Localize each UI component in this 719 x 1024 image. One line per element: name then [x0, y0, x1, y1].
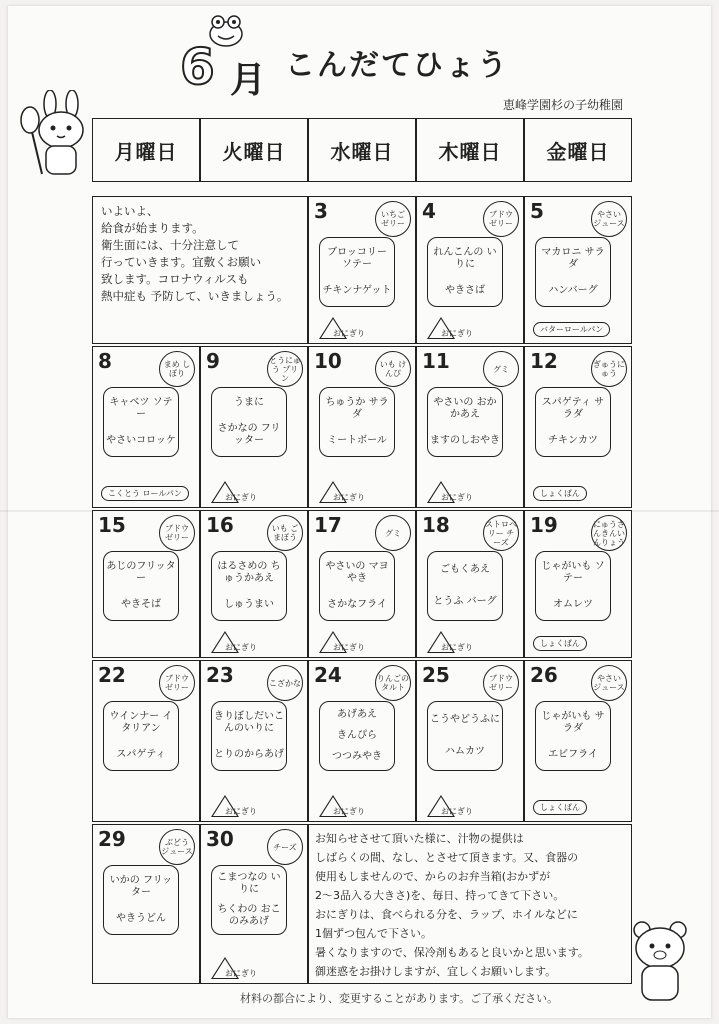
day-number: 5: [530, 199, 544, 223]
bread-label: こくとう ロールパン: [101, 486, 189, 501]
menu-item: ますのしおやき: [430, 435, 500, 446]
snack-badge: いも けんぴ: [375, 351, 411, 387]
menu-box: [319, 387, 395, 457]
bear-icon: [620, 900, 700, 1010]
weekday-header: 木曜日: [416, 118, 524, 182]
menu-item: うまに: [234, 397, 264, 408]
menu-item: ちゅうか サラダ: [325, 397, 389, 420]
menu-box: [535, 551, 611, 621]
menu-box: [211, 387, 287, 457]
menu-box: [427, 387, 503, 457]
day-number: 26: [530, 663, 558, 687]
staple-label: おにぎり: [225, 807, 257, 816]
day-number: 30: [206, 827, 234, 851]
menu-item: あげあえ: [337, 708, 377, 720]
menu-item: じゃがいも サラダ: [541, 711, 605, 734]
snack-badge: やさい ジュース: [591, 201, 627, 237]
menu-box: [427, 701, 503, 771]
month-number: 6: [180, 38, 215, 96]
staple-label: おにぎり: [441, 329, 473, 338]
notice-cell: [308, 824, 632, 984]
menu-item: とりのからあげ: [214, 749, 284, 760]
staple-label: おにぎり: [333, 493, 365, 502]
menu-box: [103, 701, 179, 771]
menu-box: [319, 701, 395, 771]
menu-box: [535, 387, 611, 457]
day-cell: [524, 510, 632, 658]
bunny-icon: [20, 90, 100, 180]
snack-badge: チーズ: [267, 829, 303, 865]
menu-item: いかの フリッター: [109, 875, 173, 898]
menu-item: ウインナー イタリアン: [109, 711, 173, 734]
menu-box: [211, 701, 287, 771]
day-cell: [416, 510, 524, 658]
menu-item: やきさば: [445, 285, 485, 296]
bread-label: バターロールパン: [533, 322, 610, 337]
snack-badge: とうにゅう プリン: [267, 351, 303, 387]
snack-badge: いちご ゼリー: [375, 201, 411, 237]
menu-box: [103, 551, 179, 621]
snack-badge: こざかな: [267, 665, 303, 701]
snack-badge: グミ: [483, 351, 519, 387]
menu-box: [319, 551, 395, 621]
snack-badge: やさい ジュース: [591, 665, 627, 701]
bread-label: しょくぱん: [533, 486, 587, 501]
menu-item: つつみやき: [332, 751, 382, 763]
menu-box: [535, 701, 611, 771]
snack-badge: いも ごまぼう: [267, 515, 303, 551]
menu-item: やさいの マヨやき: [325, 561, 389, 584]
weekday-header: 月曜日: [92, 118, 200, 182]
menu-item: はるさめの ちゅうかあえ: [217, 561, 281, 584]
day-cell: [92, 510, 200, 658]
day-cell: [92, 346, 200, 508]
menu-item: やさいコロッケ: [106, 435, 176, 446]
menu-item: さかなフライ: [327, 599, 387, 610]
weekday-header: 水曜日: [308, 118, 416, 182]
menu-item: スパゲティ サラダ: [541, 397, 605, 420]
day-number: 18: [422, 513, 450, 537]
day-cell: [308, 346, 416, 508]
day-number: 15: [98, 513, 126, 537]
school-name: 恵峰学園杉の子幼稚園: [503, 98, 624, 112]
menu-item: ハムカツ: [445, 746, 485, 757]
menu-item: やさいの おかかあえ: [433, 397, 497, 420]
snack-badge: ぶどう ジュース: [159, 829, 195, 865]
day-number: 11: [422, 349, 450, 373]
menu-item: マカロニ サラダ: [541, 247, 605, 270]
day-cell: [200, 824, 308, 984]
page-title: こんだてひょう: [285, 48, 509, 83]
day-number: 22: [98, 663, 126, 687]
day-number: 24: [314, 663, 342, 687]
day-cell: [308, 196, 416, 344]
day-number: 8: [98, 349, 112, 373]
day-number: 9: [206, 349, 220, 373]
day-cell: [92, 824, 200, 984]
staple-label: おにぎり: [225, 969, 257, 978]
snack-badge: ブドウ ゼリー: [159, 515, 195, 551]
menu-item: ハンバーグ: [548, 285, 598, 296]
intro-cell: [92, 196, 308, 344]
weekday-header: 火曜日: [200, 118, 308, 182]
snack-badge: にゅうさんきんいんりょう: [591, 515, 627, 551]
day-cell: [308, 660, 416, 822]
intro-text: いよいよ、 給食が始まります。 衛生面には、十分注意して 行っていきます。宜敷くお願い 致します。コロナウィルスも 熱中症も 予防して、いきましょう。: [101, 204, 289, 303]
footer-note: 材料の都合により、変更することがあります。ご了承ください。: [240, 992, 559, 1005]
menu-box: [103, 387, 179, 457]
day-cell: [200, 660, 308, 822]
day-number: 17: [314, 513, 342, 537]
day-cell: [416, 346, 524, 508]
day-cell: [308, 510, 416, 658]
bread-label: しょくぱん: [533, 636, 587, 651]
day-number: 19: [530, 513, 558, 537]
notice-text: お知らせさせて頂いた様に、汁物の提供は しばらくの間、なし、とさせて頂きます。又、食器の 使用もしませんので、からのお弁当箱(おかずが 2〜3品入る大きさ)を、毎日、持ってきて下さい。 おにぎりは、食べられる分を、ラップ、ホイルなどに 1個ずつ包んで下さい。 暑くなりますので、保冷剤もあると良いかと思います。 御迷惑をお掛けしますが、宜しくお願いします。: [315, 832, 589, 978]
day-cell: [200, 510, 308, 658]
day-cell: [416, 660, 524, 822]
menu-item: れんこんの いりに: [433, 247, 497, 270]
menu-item: オムレツ: [553, 599, 593, 610]
weekday-header: 金曜日: [524, 118, 632, 182]
day-number: 10: [314, 349, 342, 373]
menu-box: [211, 865, 287, 935]
staple-label: おにぎり: [225, 493, 257, 502]
day-number: 12: [530, 349, 558, 373]
staple-label: おにぎり: [225, 643, 257, 652]
menu-item: とうふ バーグ: [433, 596, 497, 607]
menu-box: [535, 237, 611, 307]
menu-item: やきそば: [121, 599, 161, 610]
day-number: 16: [206, 513, 234, 537]
snack-badge: ぎゅうにゅう: [591, 351, 627, 387]
menu-item: キャベツ ソテー: [109, 397, 173, 420]
menu-box: [319, 237, 395, 307]
month-kanji: 月: [230, 60, 267, 101]
menu-box: [427, 551, 503, 621]
day-cell: [416, 196, 524, 344]
snack-badge: ストロベリー チーズ: [483, 515, 519, 551]
menu-item: やきうどん: [116, 913, 166, 924]
menu-item: エビフライ: [548, 749, 598, 760]
day-cell: [524, 660, 632, 822]
menu-box: [103, 865, 179, 935]
menu-item: ごもくあえ: [440, 564, 490, 575]
menu-item: きんぴら: [337, 729, 377, 741]
snack-badge: グミ: [375, 515, 411, 551]
day-cell: [524, 196, 632, 344]
day-number: 25: [422, 663, 450, 687]
menu-item: ミートボール: [327, 435, 387, 446]
menu-item: しゅうまい: [224, 599, 274, 610]
menu-box: [427, 237, 503, 307]
staple-label: おにぎり: [441, 807, 473, 816]
menu-item: スパゲティ: [116, 749, 166, 760]
snack-badge: ブドウ ゼリー: [483, 665, 519, 701]
day-number: 23: [206, 663, 234, 687]
menu-item: こうやどうふに: [430, 714, 500, 725]
snack-badge: ブドウ ゼリー: [159, 665, 195, 701]
staple-label: おにぎり: [441, 493, 473, 502]
day-cell: [200, 346, 308, 508]
day-cell: [524, 346, 632, 508]
menu-item: ちくわの おこのみあげ: [217, 904, 281, 927]
menu-item: チキンナゲット: [322, 285, 392, 296]
staple-label: おにぎり: [333, 807, 365, 816]
menu-item: チキンカツ: [548, 435, 598, 446]
menu-item: じゃがいも ソテー: [541, 561, 605, 584]
day-number: 4: [422, 199, 436, 223]
day-number: 29: [98, 827, 126, 851]
day-number: 3: [314, 199, 328, 223]
snack-badge: ブドウ ゼリー: [483, 201, 519, 237]
menu-item: こまつなの いりに: [217, 872, 281, 895]
staple-label: おにぎり: [333, 329, 365, 338]
menu-box: [211, 551, 287, 621]
snack-badge: まめ しぼり: [159, 351, 195, 387]
staple-label: おにぎり: [333, 643, 365, 652]
menu-item: きりぼしだいこんのいりに: [214, 711, 284, 734]
day-cell: [92, 660, 200, 822]
bread-label: しょくぱん: [533, 800, 587, 815]
menu-item: あじのフリッター: [106, 561, 176, 584]
menu-item: ブロッコリー ソテー: [327, 247, 387, 270]
snack-badge: りんごの タルト: [375, 665, 411, 701]
staple-label: おにぎり: [441, 643, 473, 652]
menu-item: さかなの フリッター: [217, 423, 281, 446]
